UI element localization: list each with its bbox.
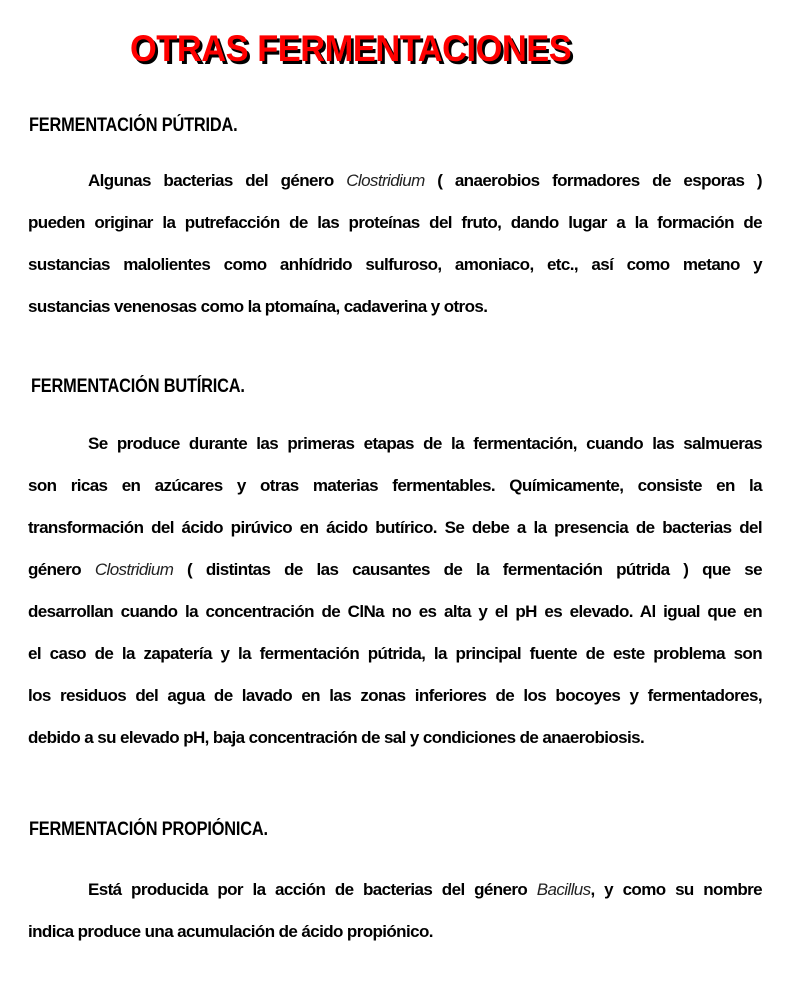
paragraph-line: transformación del ácido pirúvico en ácido butírico. Se debe a la presencia de bacterias del: [28, 518, 762, 537]
paragraph-line: los residuos del agua de lavado en las zonas inferiores de los bocoyes y fermentadores,: [28, 686, 762, 705]
scientific-name: Clostridium: [346, 171, 425, 190]
text-run: ( anaerobios formadores de esporas ): [424, 171, 762, 190]
paragraph-propionica: [28, 869, 762, 953]
text-run: Está producida por la acción de bacterias del género: [88, 880, 537, 899]
scientific-name: Bacillus: [536, 880, 591, 899]
paragraph-line: debido a su elevado pH, baja concentración de sal y condiciones de anaerobiosis.: [28, 728, 645, 747]
text-run: Algunas bacterias del género: [88, 171, 347, 190]
text-run: ( distintas de las causantes de la fermentación pútrida ) que se: [173, 560, 762, 579]
paragraph-line: sustancias malolientes como anhídrido sulfuroso, amoniaco, etc., así como metano y: [28, 255, 762, 274]
paragraph-line: sustancias venenosas como la ptomaína, cadaverina y otros.: [28, 297, 488, 316]
scientific-name: Clostridium: [94, 560, 174, 579]
paragraph-line: son ricas en azúcares y otras materias fermentables. Químicamente, consiste en la: [28, 476, 762, 495]
text-run: , y como su nombre: [590, 880, 762, 899]
document-title: OTRAS FERMENTACIONES: [130, 28, 572, 69]
section-heading-butirica: FERMENTACIÓN BUTÍRICA.: [31, 376, 245, 397]
paragraph-line: [28, 869, 762, 911]
paragraph-butirica: [28, 423, 762, 759]
paragraph-line: [28, 549, 762, 591]
paragraph-line: el caso de la zapatería y la fermentación pútrida, la principal fuente de este problema son: [28, 644, 762, 663]
paragraph-line: desarrollan cuando la concentración de ClNa no es alta y el pH es elevado. Al igual que en: [28, 602, 762, 621]
paragraph-putrida: [28, 160, 762, 328]
paragraph-line: indica produce una acumulación de ácido propiónico.: [28, 922, 433, 941]
section-heading-putrida: FERMENTACIÓN PÚTRIDA.: [29, 115, 238, 136]
text-run: género: [28, 560, 95, 579]
paragraph-line: [28, 160, 762, 202]
paragraph-line: Se produce durante las primeras etapas de la fermentación, cuando las salmueras: [88, 434, 762, 453]
paragraph-line: pueden originar la putrefacción de las proteínas del fruto, dando lugar a la formación de: [28, 213, 762, 232]
section-heading-propionica: FERMENTACIÓN PROPIÓNICA.: [29, 819, 268, 840]
